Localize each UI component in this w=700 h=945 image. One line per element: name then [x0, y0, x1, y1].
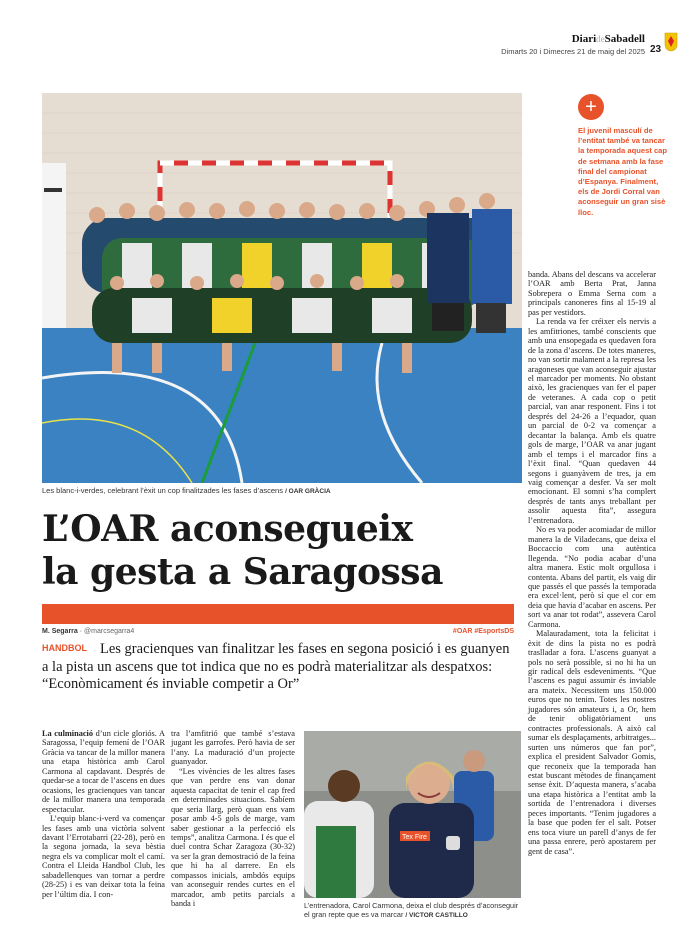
coach-illustration — [304, 731, 521, 898]
photo-caption — [304, 901, 521, 920]
body-column-2 — [171, 729, 295, 909]
body-paragraph: L’equip blanc-i-verd va començar les fases amb una victòria solvent davant l’Errotabarri (22-28), però en la segona jornada, la seva bèstia negra els va complicar molt el camí. Contra el Lleida Handbol Club, les sabadellenques van tornar a perdre (28-25) i es van deixar tota la feina per l’últim dia. I con- — [42, 814, 165, 899]
masthead-post: Sabadell — [604, 33, 645, 45]
body-paragraph: “Les vivències de les altres fases que van perdre ens van donar aquesta capacitat de tenir el cap fred en determinades situacions. Sabíem que seria llarg, però quan ens vam posar amb 4-5 gols de marge, vam saber gestionar a la perfecció els temps”, analitza Carmona. I és que el duel contra Schar Zaragoza (30-32) va ser la gran demostració de la feina que hi ha al darrere. En els compassos inicials, ambdós equips van aconseguir rendes curtes en el marcador, amb petits parcials a banda i — [171, 766, 295, 909]
coach-shirt-text: Tex Fire — [402, 834, 427, 841]
masthead-mid: de — [596, 34, 605, 44]
accent-bar — [42, 604, 514, 624]
body-paragraph: La renda va fer créixer els nervis a les amfitriones, també conscients que amb una ensopegada es quedaven fora de la zona d’ascens. De totes maneres, no van sortir malament a la represa les aragoneses que van aconseguir ajustar el marcador per moments. No obstant això, les gracienques van fer el paper de veteranes. A cada cop o petit parcial, van anar responent. Fins i tot després del 24-26 a l’equador, quan un parcial de 0-2 va començar a decantar la balança. Amb els quatre gols de marge, l’OAR va anar jugant amb el temps i el marcador fins a l’èxit final. “Quan quedaven 44 segons i guanyàvem de tres, ja em vaig començar a desfer. Va ser molt emocionant. El somni s’ha complert després de tants anys treballant per assolir aquesta fita”, assegura l’entrenadora. — [528, 317, 656, 525]
body-paragraph: Malauradament, tota la felicitat i èxit de dins la pista no es podrà traslladar a fora. L’ascens guanyat a pols no serà possible, si no hi ha un gir radical dels esdeveniments. “Que l’ascens es pagui assumir és inviable ara mateix. Necessitem uns 150.000 euros que no tenim. Totes les nostres jugadores són amateurs i, a Or, hem de tenir obligatòriament uns contractes professionals. A això cal sumar els desplaçaments, arbitratges... surten uns números que fan por”, explica el president Salvador Gomis, que reconeix que la temporada han estat buscant mètodes de finançament sense èxit. D’aquesta manera, s’acaba una etapa històrica a l’entitat amb la sortida de l’entrenadora i diverses peces importants. “Tenim jugadores a la base que poden fer el salt. Potser ens toca viure un parell d’anys de fer una passa enrere, però apostarem per gent de casa”. — [528, 629, 656, 856]
team-celebration-illustration — [42, 93, 522, 483]
body-paragraph: banda. Abans del descans va accelerar l’OAR amb Berta Prat, Janna Sobrepera o Emma Serna com a principals canoneres fins al 15-19 al pas per vestidors. — [528, 270, 656, 317]
body-column-1 — [42, 729, 165, 899]
caption-text: Les blanc-i-verdes, celebrant l’èxit un cop finalitzades les fases d’ascens — [42, 486, 283, 495]
body-paragraph: No es va poder acomiadar de millor manera la de Viladecans, que deixa el Boccaccio com una autèntica llegenda. “No podia acabar d’una altra manera. Estic molt orgullosa i contenta. Abans del partit, els vaig dir que passés el que passés la temporada era excel·lent, però sí que el cor em deia que havia d’acabar en ascens. Per sort va anar tot rodat”, assevera Carol Carmona. — [528, 525, 656, 629]
side-note: El juvenil masculí de l’entitat també va tancar la temporada aquest cap de setmana amb la fase final del campionat d’Espanya. Finalment, els de Jordi Corral van aconseguir un gran sisè lloc. — [578, 126, 668, 217]
headline-line-2: la gesta a Saragossa — [42, 551, 443, 593]
headline-line-1: L’OAR aconsegueix — [42, 508, 413, 550]
sabadell-crest-icon — [664, 32, 678, 52]
article-deck: Les gracienques van finalitzar les fases en segona posició i es guanyen a la pista un ascens que tot indica que no es podrà materialitzar als despatxos: “Econòmicament és inviable competir a Or” — [42, 641, 510, 692]
coach-photo — [304, 731, 521, 898]
hashtags[interactable]: #OAR #EsportsDS — [452, 628, 514, 635]
masthead — [495, 33, 645, 45]
byline-separator: · — [77, 628, 85, 635]
photo-caption — [42, 486, 522, 495]
issue-date: Dimarts 20 i Dimecres 21 de maig del 2025 — [501, 47, 645, 56]
headline — [42, 508, 512, 594]
lead-in: La culminació — [42, 729, 94, 738]
author-name: M. Segarra — [42, 628, 78, 635]
author-handle[interactable]: @marcsegarra4 — [84, 628, 135, 635]
body-paragraph: d’un cicle gloriós. A Saragossa, l’equip femení de l’OAR Gràcia va tancar de la millor manera una etapa històrica amb Carol Carmona al capdavant. Després de quedar-se a tocar de l’ascens en dues ocasions, les gracienques van tancar de la millor manera una temporada espectacular. — [42, 729, 165, 814]
plus-icon: + — [578, 94, 604, 120]
body-column-3 — [528, 270, 656, 856]
byline — [42, 628, 514, 635]
team-photo — [42, 93, 522, 483]
photo-credit: / VICTOR CASTILLO — [405, 912, 468, 919]
photo-credit: / OAR GRÀCIA — [285, 488, 331, 495]
section-label: HANDBOL — [42, 643, 87, 653]
body-paragraph: tra l’amfitrió que també s’estava jugant les garrofes. Però havia de ser l’any. La maduració d’un projecte guanyador. — [171, 729, 295, 767]
page-number: 23 — [650, 44, 662, 55]
masthead-pre: Diari — [571, 33, 597, 45]
caption-text: L’entrenadora, Carol Carmona, deixa el club després d’aconseguir el gran repte que es va marcar — [304, 901, 519, 919]
